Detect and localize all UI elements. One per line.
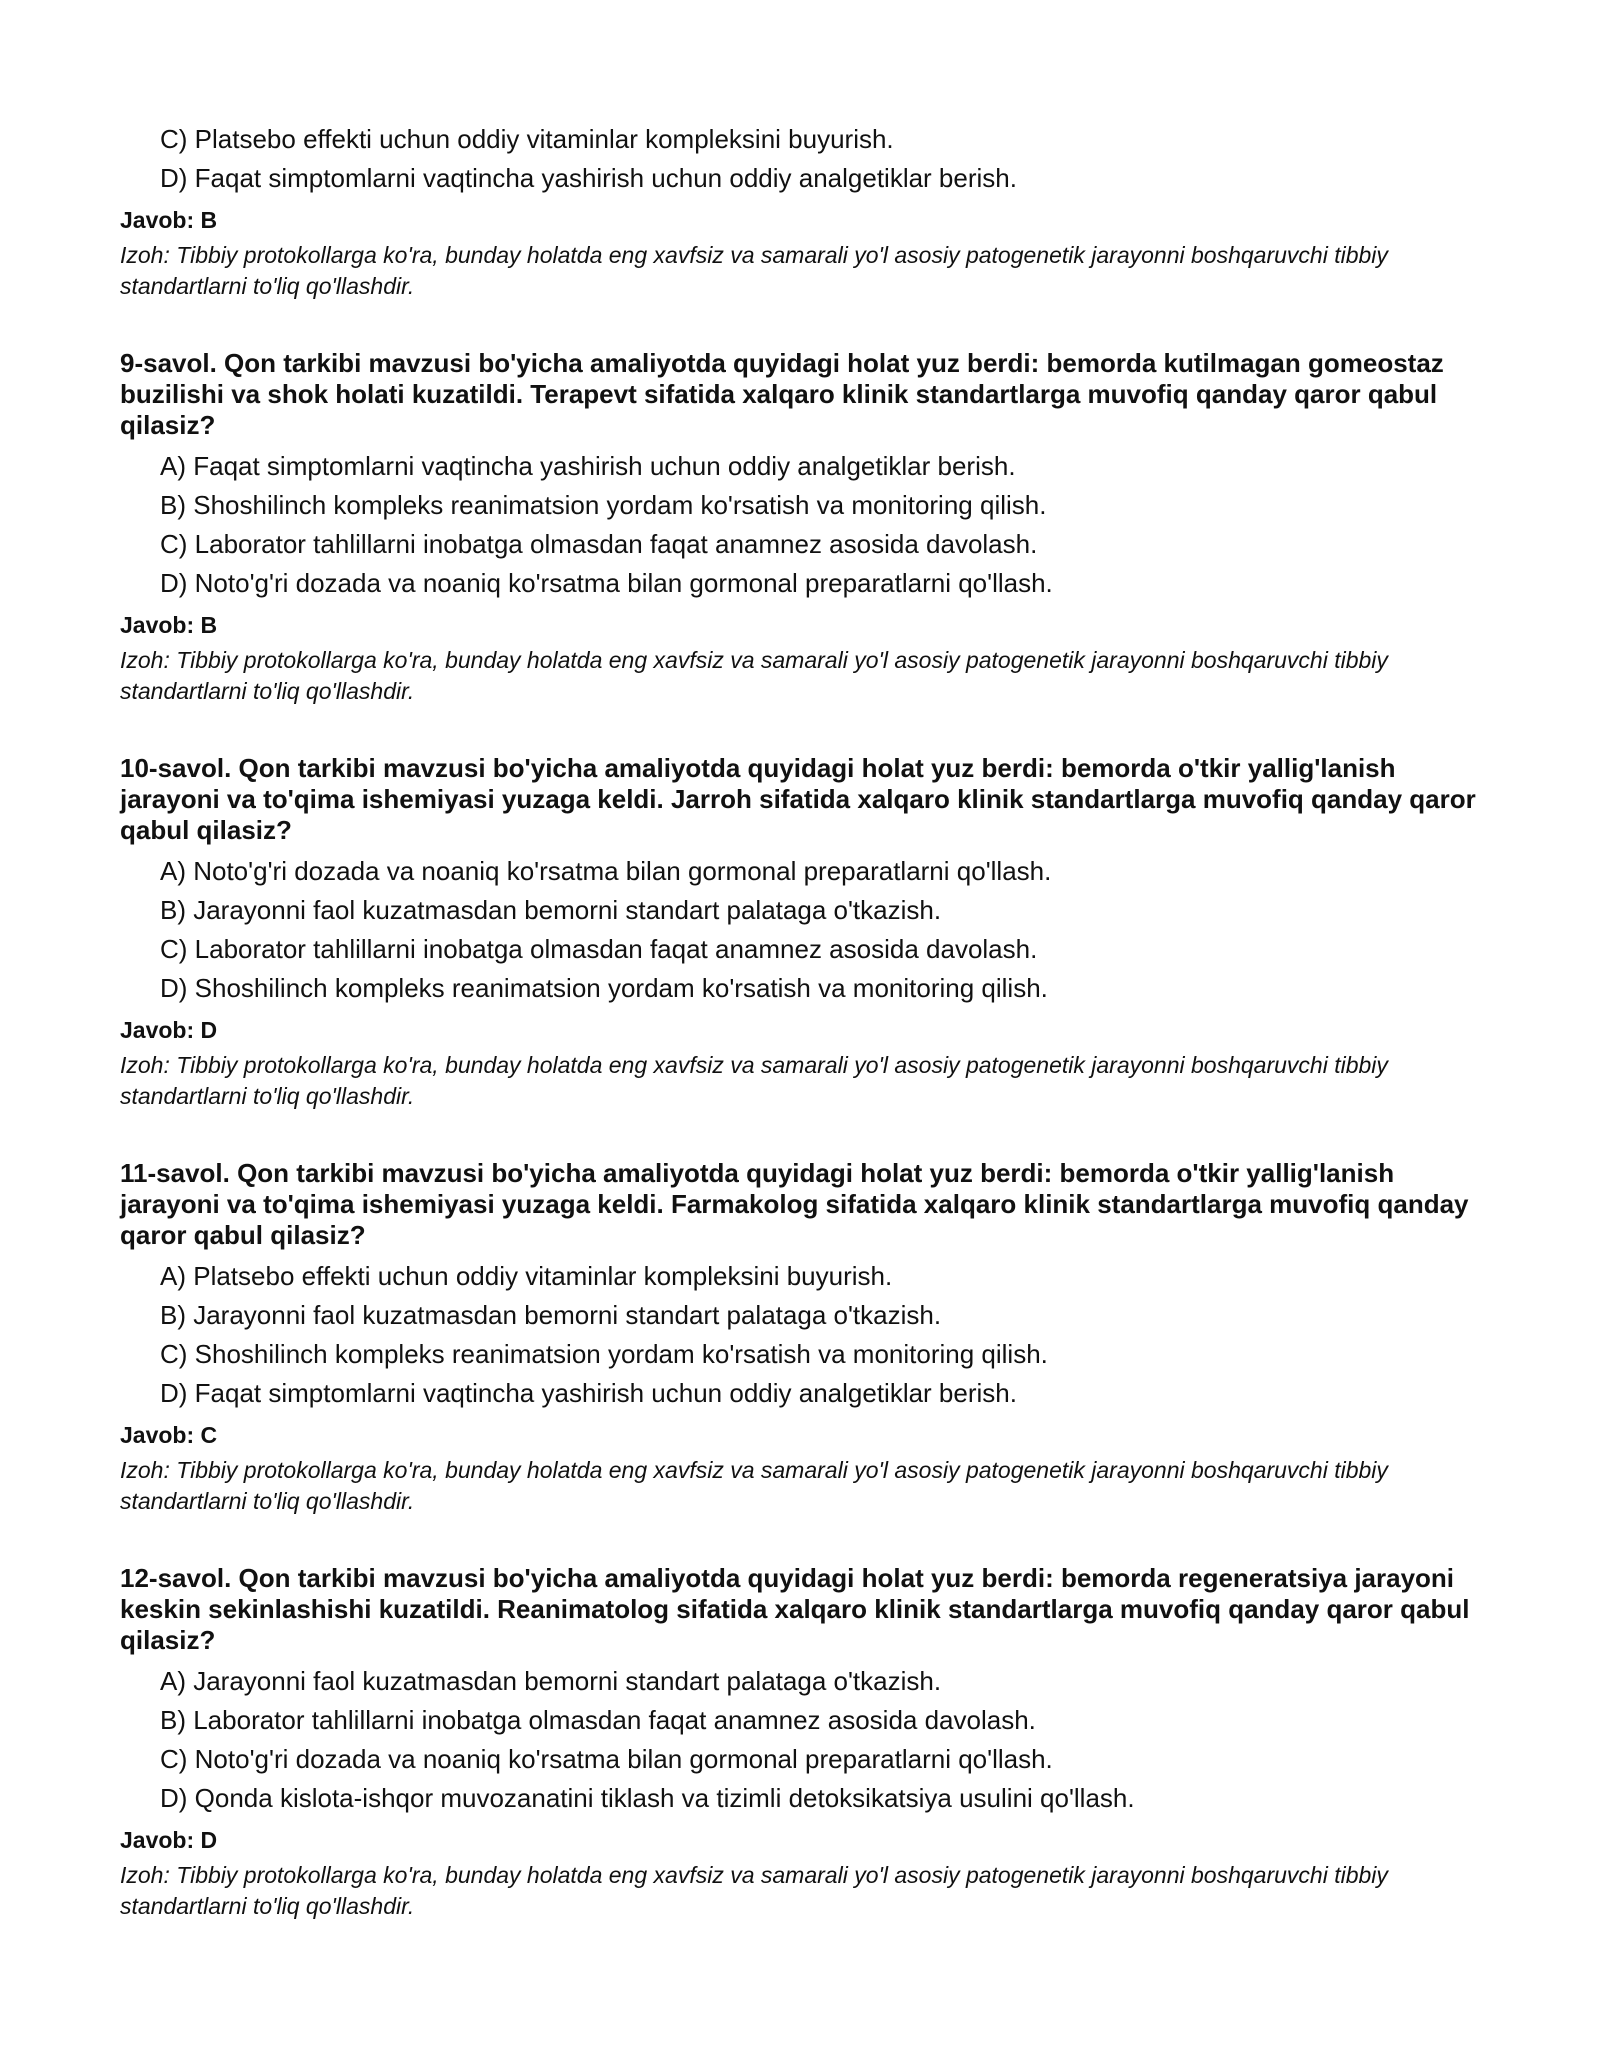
explanation-note: Izoh: Tibbiy protokollarga ko'ra, bunday holatda eng xavfsiz va samarali yo'l asosiy patogenetik jarayonni boshqaruvchi tibbiy standartlarni to'liq qo'llashdir. (120, 647, 1388, 704)
explanation-note: Izoh: Tibbiy protokollarga ko'ra, bunday holatda eng xavfsiz va samarali yo'l asosiy patogenetik jarayonni boshqaruvchi tibbiy standartlarni to'liq qo'llashdir. (120, 1457, 1388, 1514)
question-block-9 (120, 348, 1490, 707)
answer-label: Javob: B (120, 207, 218, 233)
question-text: 11-savol. Qon tarkibi mavzusi bo'yicha amaliyotda quyidagi holat yuz berdi: bemorda o'tkir yallig'lanish jarayoni va to'qima ishemiyasi yuzaga keldi. Farmakolog sifatida xalqaro klinik standartlarga muvofiq qanday qaror qabul qilasiz? (120, 1158, 1469, 1250)
option-c: C) Shoshilinch kompleks reanimatsion yordam ko'rsatish va monitoring qilish. (160, 1339, 1048, 1369)
option-d: D) Shoshilinch kompleks reanimatsion yordam ko'rsatish va monitoring qilish. (160, 973, 1048, 1003)
question-block-11 (120, 1158, 1490, 1517)
option-a: A) Noto'g'ri dozada va noaniq ko'rsatma bilan gormonal preparatlarni qo'llash. (160, 856, 1052, 886)
option-d: D) Qonda kislota-ishqor muvozanatini tiklash va tizimli detoksikatsiya usulini qo'llash. (160, 1783, 1135, 1813)
question-block-10 (120, 753, 1490, 1112)
option-c: C) Laborator tahlillarni inobatga olmasdan faqat anamnez asosida davolash. (160, 529, 1038, 559)
explanation-note: Izoh: Tibbiy protokollarga ko'ra, bunday holatda eng xavfsiz va samarali yo'l asosiy patogenetik jarayonni boshqaruvchi tibbiy standartlarni to'liq qo'llashdir. (120, 242, 1388, 299)
option-b: B) Jarayonni faol kuzatmasdan bemorni standart palataga o'tkazish. (160, 895, 942, 925)
answer-label: Javob: B (120, 612, 218, 638)
option-d: D) Noto'g'ri dozada va noaniq ko'rsatma bilan gormonal preparatlarni qo'llash. (160, 568, 1053, 598)
answer-label: Javob: C (120, 1422, 218, 1448)
option-a: A) Jarayonni faol kuzatmasdan bemorni standart palataga o'tkazish. (160, 1666, 942, 1696)
option-c: C) Laborator tahlillarni inobatga olmasdan faqat anamnez asosida davolash. (160, 934, 1038, 964)
answer-label: Javob: D (120, 1827, 218, 1853)
explanation-note: Izoh: Tibbiy protokollarga ko'ra, bunday holatda eng xavfsiz va samarali yo'l asosiy patogenetik jarayonni boshqaruvchi tibbiy standartlarni to'liq qo'llashdir. (120, 1862, 1388, 1919)
option-c: C) Platsebo effekti uchun oddiy vitaminlar kompleksini buyurish. (160, 124, 894, 154)
question-block-12 (120, 1563, 1490, 1922)
option-c: C) Noto'g'ri dozada va noaniq ko'rsatma bilan gormonal preparatlarni qo'llash. (160, 1744, 1053, 1774)
question-text: 12-savol. Qon tarkibi mavzusi bo'yicha amaliyotda quyidagi holat yuz berdi: bemorda regeneratsiya jarayoni keskin sekinlashishi kuzatildi. Reanimatolog sifatida xalqaro klinik standartlarga muvofiq qanday qaror qabul qilasiz? (120, 1563, 1470, 1655)
answer-label: Javob: D (120, 1017, 218, 1043)
option-a: A) Platsebo effekti uchun oddiy vitaminlar kompleksini buyurish. (160, 1261, 893, 1291)
question-text: 10-savol. Qon tarkibi mavzusi bo'yicha amaliyotda quyidagi holat yuz berdi: bemorda o'tkir yallig'lanish jarayoni va to'qima ishemiyasi yuzaga keldi. Jarroh sifatida xalqaro klinik standartlarga muvofiq qanday qaror qabul qilasiz? (120, 753, 1476, 845)
explanation-note: Izoh: Tibbiy protokollarga ko'ra, bunday holatda eng xavfsiz va samarali yo'l asosiy patogenetik jarayonni boshqaruvchi tibbiy standartlarni to'liq qo'llashdir. (120, 1052, 1388, 1109)
option-b: B) Shoshilinch kompleks reanimatsion yordam ko'rsatish va monitoring qilish. (160, 490, 1047, 520)
option-b: B) Jarayonni faol kuzatmasdan bemorni standart palataga o'tkazish. (160, 1300, 942, 1330)
option-b: B) Laborator tahlillarni inobatga olmasdan faqat anamnez asosida davolash. (160, 1705, 1036, 1735)
option-a: A) Faqat simptomlarni vaqtincha yashirish uchun oddiy analgetiklar berish. (160, 451, 1016, 481)
document-page (120, 120, 1490, 1922)
question-text: 9-savol. Qon tarkibi mavzusi bo'yicha amaliyotda quyidagi holat yuz berdi: bemorda kutilmagan gomeostaz buzilishi va shok holati kuzatildi. Terapevt sifatida xalqaro klinik standartlarga muvofiq qanday qaror qabul qilasiz? (120, 348, 1444, 440)
option-d: D) Faqat simptomlarni vaqtincha yashirish uchun oddiy analgetiklar berish. (160, 1378, 1017, 1408)
question-block-8-continued (120, 120, 1490, 302)
option-d: D) Faqat simptomlarni vaqtincha yashirish uchun oddiy analgetiklar berish. (160, 163, 1017, 193)
